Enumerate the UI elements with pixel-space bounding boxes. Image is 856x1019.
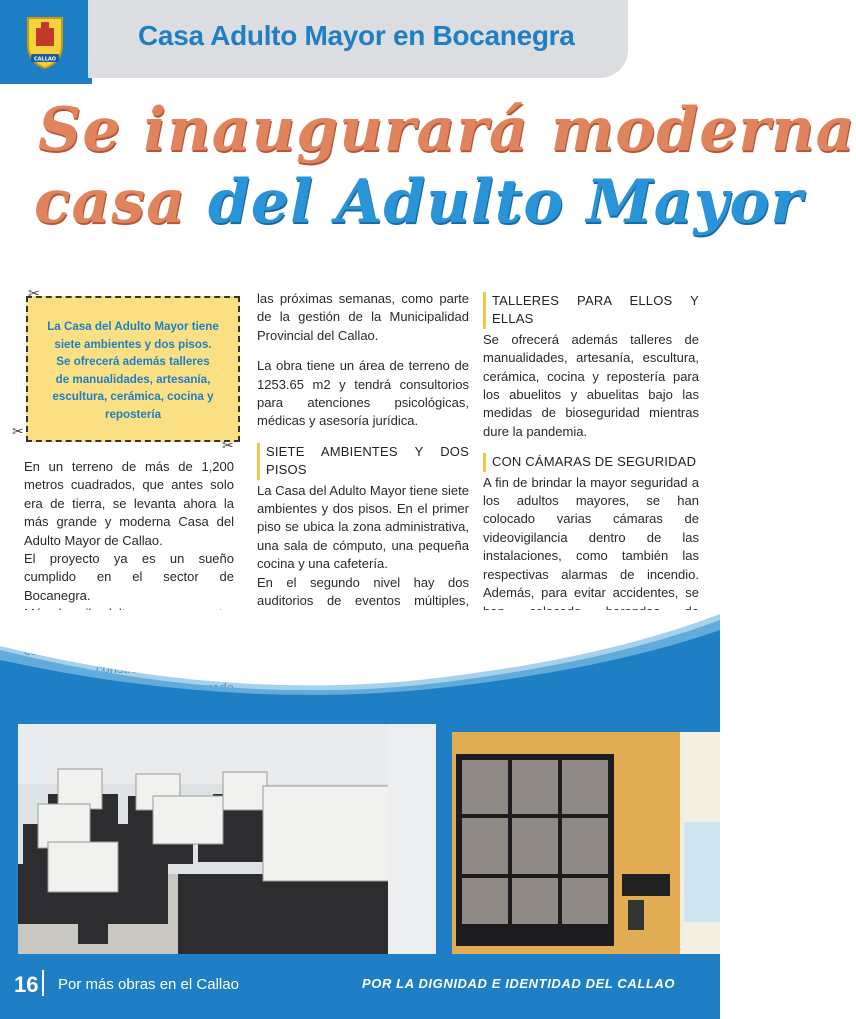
column-3 (483, 292, 699, 639)
wave-divider (0, 610, 720, 730)
scissors-icon: ✂ (12, 423, 24, 439)
highlight-line: escultura, cerámica, cocina y (52, 390, 214, 403)
paragraph: A fin de brindar la mayor seguridad a los adultos mayores, se han colocado varias cámaras de videovigilancia dentro de las instalaciones, como también las respectivas alarmas de incendio. Además, para evitar accidentes, se (483, 474, 699, 601)
headline-line-2 (34, 167, 804, 237)
security-cameras-photo (452, 732, 720, 954)
paragraph: En un terreno de más de 1,200 metros cuadrados, que antes solo era de tierra, se levanta ahora la más grande y moderna Casa del Adulto Mayor de Callao. (24, 459, 234, 548)
paragraph: las próximas semanas, como parte de la gestión de la Municipalidad Provincial del Callao. (257, 291, 469, 343)
headline-line-2-orange: casa (34, 167, 208, 237)
highlight-line: de manualidades, artesanía, (55, 372, 211, 386)
footer-divider (42, 970, 44, 996)
paragraph: En el segundo nivel hay dos auditorios de eventos múltiples, (257, 574, 469, 609)
footer-left-text: Por más obras en el Callao (58, 976, 239, 993)
headline-line-1: Se inaugurará moderna (38, 95, 856, 165)
highlight-line: repostería (104, 407, 162, 421)
scissors-icon: ✂ (222, 437, 234, 453)
paragraph: Se ofrecerá además talleres de manualidades, artesanía, escultura, cerámica, cocina y repostería para los abuelitos y abuelitas bajo las medidas de bioseguridad mientras dure la pandemia. (483, 331, 699, 439)
subheading: CON CÁMARAS DE SEGURIDAD (483, 453, 699, 471)
paragraph: La Casa del Adulto Mayor tiene siete ambientes y dos pisos. En el primer piso se ubica la zona administrativa, una sala de cómputo, una pequeña cocina y una cafetería. (257, 482, 469, 572)
paragraph: El proyecto ya es un sueño cumplido en el sector de Bocanegra. (24, 551, 234, 603)
computer-room-photo (18, 724, 436, 954)
subheading: TALLERES PARA ELLOS Y ELLAS (483, 292, 699, 329)
article-headline (34, 95, 856, 237)
subheading: SIETE AMBIENTES Y DOS PISOS (257, 443, 469, 480)
page-number: 16 (14, 972, 39, 997)
svg-text:CALLAO: CALLAO (33, 56, 57, 63)
footer-right-text: POR LA DIGNIDAD E IDENTIDAD DEL CALLAO (362, 976, 676, 991)
video-wall-illustration (452, 732, 720, 954)
highlight-text (34, 318, 232, 423)
callao-crest-icon (22, 12, 68, 72)
highlight-line: La Casa del Adulto Mayor tiene (47, 320, 219, 333)
section-title: Casa Adulto Mayor en Bocanegra (138, 20, 575, 51)
scissors-icon: ✂ (28, 285, 40, 301)
paragraph: La obra tiene un área de terreno de 1253.65 m2 y tendrá consultorios para atenciones psicológicas, médicas y asesoría jurídica. (257, 358, 469, 429)
highlight-line: Se ofrecerá además talleres (56, 355, 210, 368)
headline-line-2-blue: del Adulto Mayor (207, 167, 804, 237)
highlight-line: siete ambientes y dos pisos. (54, 337, 212, 351)
computer-room-illustration (18, 724, 436, 954)
